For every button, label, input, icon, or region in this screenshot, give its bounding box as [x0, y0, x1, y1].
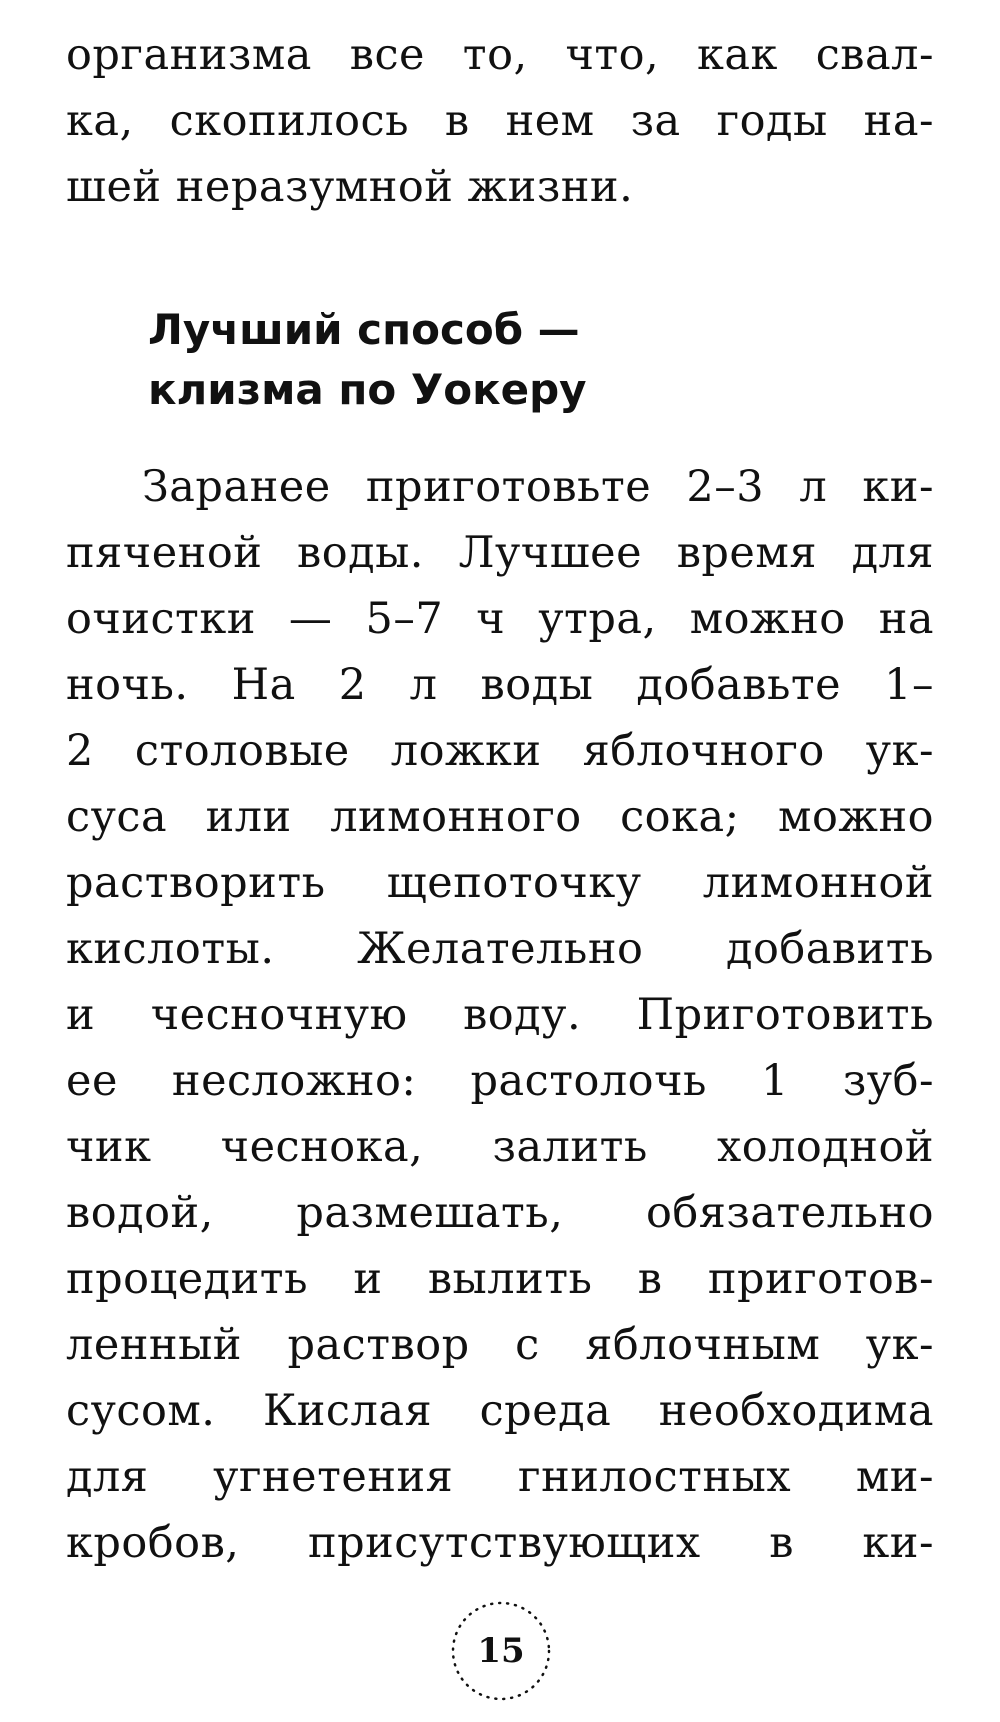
- paragraph-line: ее несложно: растолочь 1 зуб-: [66, 1056, 934, 1106]
- paragraph-line: 2 столовые ложки яблочного ук-: [66, 726, 934, 776]
- section-heading-line: Лучший способ —: [148, 305, 580, 354]
- intro-line: ка, скопилось в нем за годы на-: [66, 96, 934, 146]
- intro-line: шей неразумной жизни.: [66, 162, 634, 212]
- paragraph-line: кислоты. Желательно добавить: [66, 924, 934, 974]
- paragraph-line: чик чеснока, залить холодной: [66, 1122, 934, 1172]
- paragraph-line: очистки — 5–7 ч утра, можно на: [66, 594, 934, 644]
- paragraph-line: растворить щепоточку лимонной: [66, 858, 934, 908]
- paragraph-line: пяченой воды. Лучшее время для: [66, 528, 934, 578]
- page-number-badge: [448, 1598, 554, 1704]
- section-heading-line: клизма по Уокеру: [148, 365, 587, 414]
- paragraph-line: и чесночную воду. Приготовить: [66, 990, 934, 1040]
- paragraph-line: водой, размешать, обязательно: [66, 1188, 934, 1238]
- intro-line: организма все то, что, как свал-: [66, 30, 934, 80]
- paragraph-line: процедить и вылить в приготов-: [66, 1254, 934, 1304]
- paragraph-line: ночь. На 2 л воды добавьте 1–: [66, 660, 934, 710]
- paragraph-line: для угнетения гнилостных ми-: [66, 1452, 934, 1502]
- paragraph-line: сусом. Кислая среда необходима: [66, 1386, 934, 1436]
- paragraph-line: ленный раствор с яблочным ук-: [66, 1320, 934, 1370]
- page-number: 15: [477, 1631, 525, 1671]
- paragraph-line: Заранее приготовьте 2–3 л ки-: [142, 462, 934, 512]
- paragraph-line: кробов, присутствующих в ки-: [66, 1518, 934, 1568]
- paragraph-line: суса или лимонного сока; можно: [66, 792, 934, 842]
